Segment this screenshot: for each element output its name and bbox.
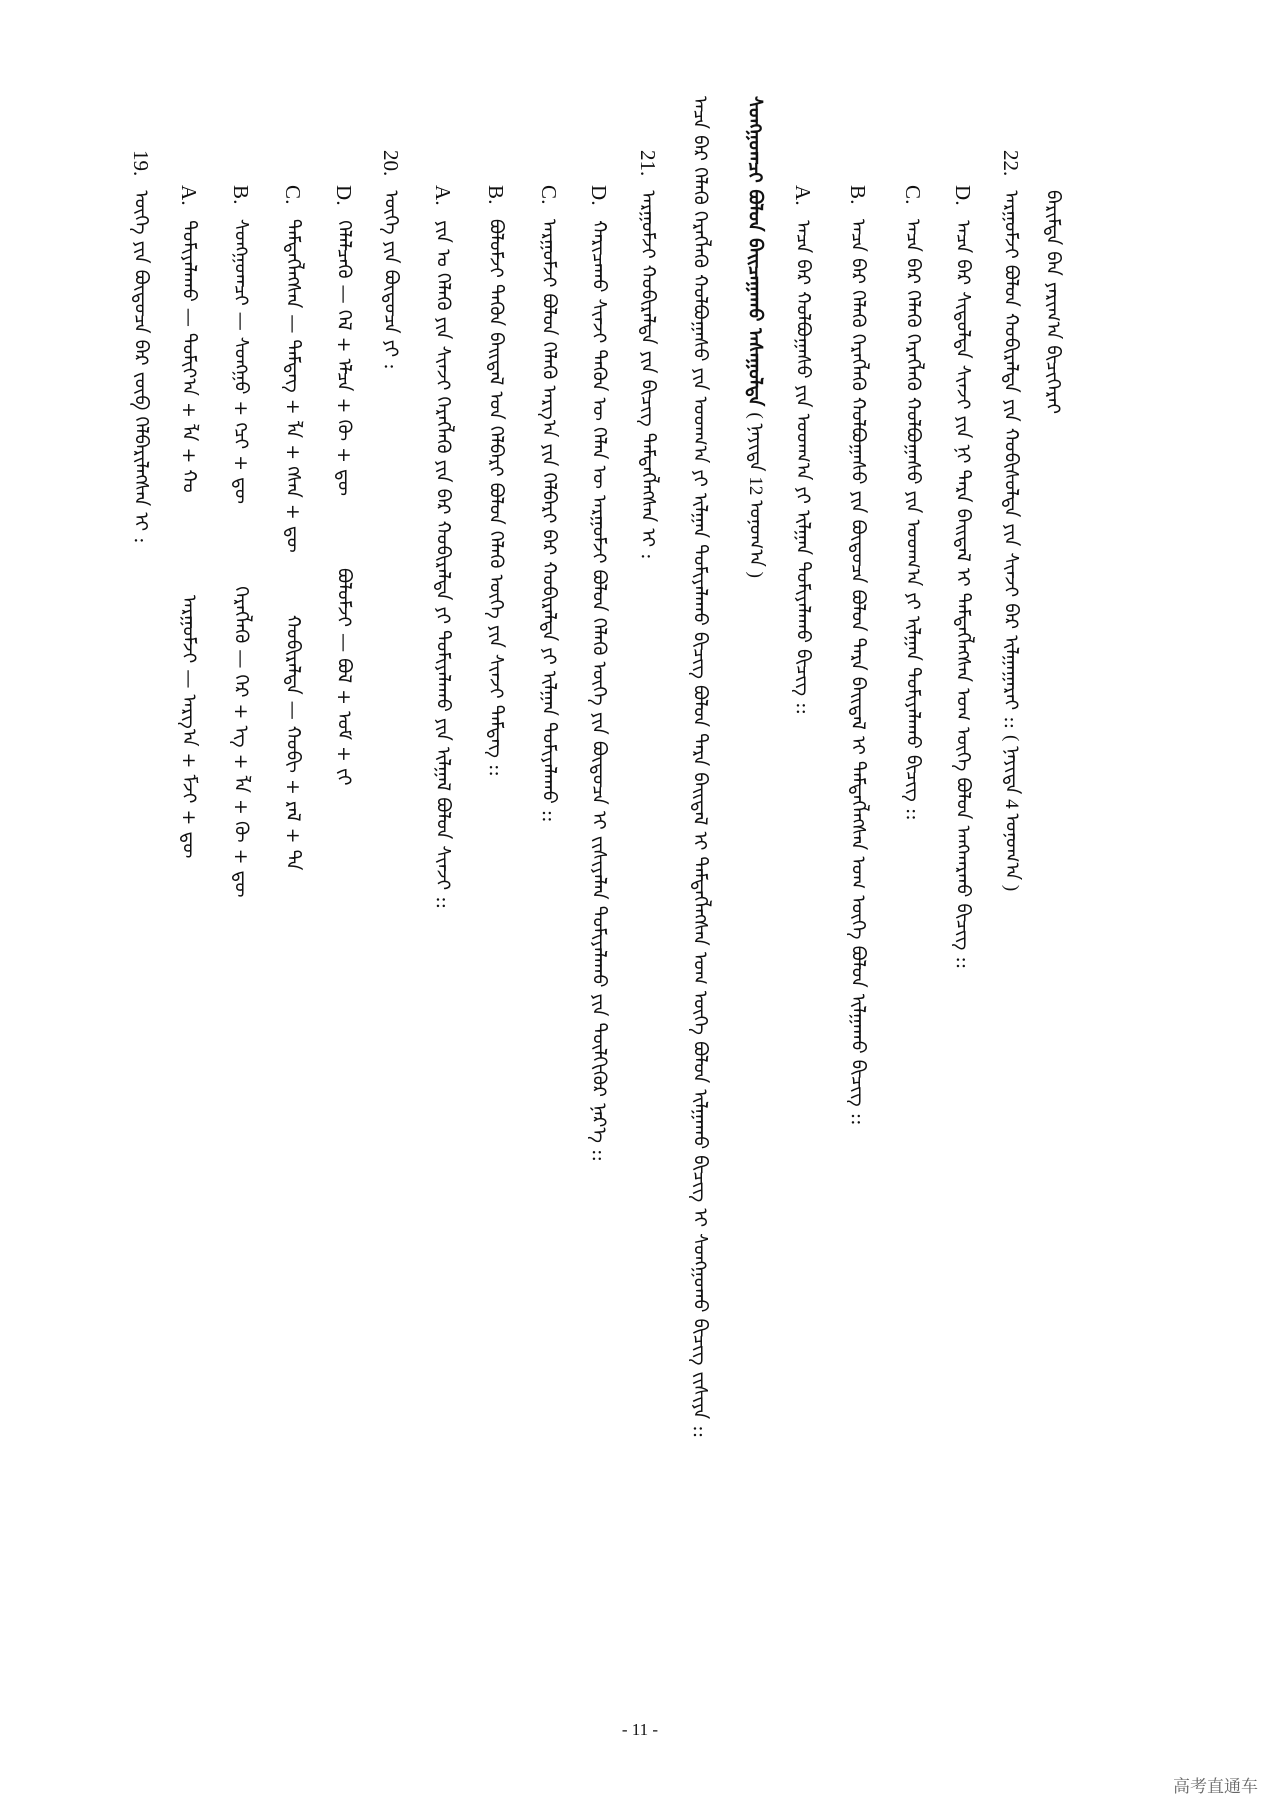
question-number: 22. <box>999 150 1023 177</box>
watermark-text: 高考直通车 <box>1173 1777 1258 1797</box>
text-column <box>1043 190 1062 414</box>
option-letter: A. <box>177 185 201 206</box>
option-text: ᠶᠢᠨ ᠤ ᠬᠡᠯᠡᠬᠦ ᠶᠢᠨ ᠰᠢᠨᠵᠢ ᠬᠡᠷᠡᠭᠯᠡᠬᠦ ᠶᠢᠨ ᠪᠠᠷ ᠬᠣᠪᠢᠷᠠᠯᠲᠠ ᠶᠢ ᠲᠣᠮᠢᠶᠠᠯᠠᠬᠤ ᠶᠢᠨ ᠢᠯᠭᠠᠯ ᠪᠣᠯᠤᠨ ᠰᠢᠨᠵᠢ :: <box>432 220 454 909</box>
option-right-part: ᠬᠣᠪᠢᠷᠠᠯᠲᠠ — ᠬᠣᠪᠢ + ᠷᠠᠯ + ᠲᠠ <box>282 614 304 871</box>
question-number: 21. <box>636 150 660 177</box>
option-letter: C. <box>901 185 925 205</box>
question-21-stem <box>637 150 658 560</box>
option-letter: B. <box>484 185 508 205</box>
option-d <box>588 185 609 1162</box>
text-column <box>690 96 709 1438</box>
page-number: - 11 - <box>621 1720 659 1739</box>
option-letter: D. <box>332 185 356 206</box>
option-text: ᠠᠴᠠ ᠪᠡᠷ ᠬᠣᠯᠪᠣᠭᠠᠰᠤ ᠶᠢᠨ ᠤᠳᠬ᠎ᠠ ᠶᠢ ᠢᠯᠭᠠᠨ ᠲᠣᠮᠢᠶᠠᠯᠠᠬᠤ ᠪᠢᠴᠢᠭ᠌ :: <box>792 220 814 715</box>
question-text: ᠦᠭᠡ ᠶᠢᠨ ᠪᠦᠲᠦᠴᠡ ᠶᠢ : <box>380 190 402 370</box>
option-letter: B. <box>229 185 253 205</box>
option-letter: C. <box>537 185 561 205</box>
score-note: ( ᠨᠡᠶᠢᠲᠡ 4 ᠣᠨᠤᠭ᠎ᠠ ) <box>1001 735 1022 892</box>
question-22-stem <box>1000 150 1021 891</box>
option-left-part: ᠰᠣᠩᠭᠣᠭᠴᠢ — ᠰᠣᠩᠭᠣ + ᠭᠴᠢ + ᠳᠦ <box>230 218 252 505</box>
option-text: ᠠᠷᠭᠤᠮᠵᠢ ᠪᠣᠯᠤᠨ ᠬᠡᠯᠡᠬᠦ ᠠᠷᠭ᠎ᠠ ᠶᠢᠨ ᠬᠡᠯᠪᠡᠷᠢ ᠪᠠᠷ ᠬᠣᠪᠢᠷᠠᠯᠲᠠ ᠶᠢ ᠢᠯᠭᠠᠨ ᠲᠣᠮᠢᠶᠠᠯᠠᠬᠤ :: <box>538 218 560 823</box>
option-letter: D. <box>587 185 611 206</box>
option-a <box>178 185 199 858</box>
option-text: ᠬᠠᠷᠢᠴᠠᠬᠤ ᠰᠢᠨᠵᠢ ᠲᠡᠭᠦᠨ ᠦ ᠬᠡᠯᠡᠨ ᠦ ᠠᠷᠭᠤᠮᠵᠢ ᠪᠣᠯᠤᠨ ᠬᠡᠯᠡᠬᠦ ᠦᠭᠡ ᠶᠢᠨ ᠪᠦᠲᠦᠴᠡ ᠢ ᠵᠢᠱᠢᠶᠡᠯᠡᠨ ᠲᠣᠮᠢᠶᠠᠯᠠᠬᠤ ᠶᠢᠨ ᠲᠦᠯᠬᠢᠭᠦᠷ ᠨᠡᠷ᠎ᠡ :: <box>588 220 610 1162</box>
option-text: ᠠᠴᠠ ᠪᠡᠷ ᠬᠡᠯᠡᠬᠦ ᠬᠡᠷᠡᠭᠯᠡᠬᠦ ᠬᠣᠯᠪᠣᠭᠠᠰᠤ ᠶᠢᠨ ᠤᠳᠬ᠎ᠠ ᠶᠢ ᠢᠯᠭᠠᠨ ᠲᠣᠮᠢᠶᠠᠯᠠᠬᠤ ᠪᠢᠴᠢᠭ᠌ :: <box>902 218 924 821</box>
column-text: ᠪᠠᠷᠢᠮᠲᠠ ᠪᠠᠨ ᠶᠠᠷᠢᠭ᠎ᠠ ᠪᠢᠴᠢᠭᠡᠷᠡᠢ <box>1042 190 1064 415</box>
option-a <box>432 185 453 909</box>
option-b <box>847 185 868 1126</box>
option-d <box>333 185 354 786</box>
option-right-part: ᠪᠣᠯᠤᠮᠵᠢ — ᠪᠣᠯ + ᠤᠮ + ᠵᠢ <box>333 568 355 786</box>
option-letter: C. <box>281 185 305 205</box>
option-c <box>282 185 303 870</box>
section-heading <box>745 96 765 578</box>
option-text: ᠪᠣᠯᠤᠮᠵᠢ ᠲᠡᠭᠦᠨ ᠪᠠᠢᠳᠠᠯ ᠤᠨ ᠬᠡᠯᠪᠡᠷᠢ ᠪᠣᠯᠤᠨ ᠬᠡᠯᠡᠬᠦ ᠦᠭᠡ ᠶᠢᠨ ᠰᠢᠨᠵᠢ ᠲᠡᠮᠳᠡᠭ :: <box>485 218 507 777</box>
question-text: ᠦᠭᠡ ᠶᠢᠨ ᠪᠦᠲᠦᠴᠡ ᠪᠠᠷ ᠵᠦᠪ ᠬᠡᠯᠪᠡᠷᠢᠯᠡᠭᠰᠡᠨ ᠢ : <box>130 190 152 544</box>
question-number: 20. <box>379 150 403 177</box>
question-text: ᠠᠷᠭᠤᠮᠵᠢ ᠬᠣᠪᠢᠷᠠᠯᠲᠠ ᠶᠢᠨ ᠪᠢᠴᠢᠭ᠌ ᠲᠡᠮᠳᠡᠭᠯᠡᠭᠰᠡᠨ ᠢ : <box>637 190 659 560</box>
option-left-part: ᠬᠡᠯᠡᠯᠴᠡᠬᠦ — ᠬᠡᠯ + ᠡᠯᠴᠡ + ᠬᠦ + ᠳᠦ <box>333 220 355 496</box>
option-a <box>792 185 813 715</box>
option-d <box>952 185 973 969</box>
option-letter: A. <box>431 185 455 206</box>
question-20-stem <box>380 150 401 370</box>
score-note: ( ᠨᠡᠶᠢᠲᠡ 12 ᠣᠨᠤᠭ᠎ᠠ ) <box>745 412 766 578</box>
column-text: ᠠᠴᠠ ᠪᠡᠷ ᠬᠡᠯᠡᠬᠦ ᠬᠡᠷᠡᠭᠯᠡᠬᠦ ᠬᠣᠯᠪᠣᠭᠠᠰᠤ ᠶᠢᠨ ᠤᠳᠬ᠎ᠠ ᠶᠢ ᠢᠯᠭᠠᠨ ᠲᠣᠮᠢᠶᠠᠯᠠᠬᠤ ᠪᠢᠴᠢᠭ᠌ ᠪᠣᠯᠤᠨ ᠲᠡᠷᠡ ᠪᠠᠢᠳᠠᠯ ᠢ ᠲᠡᠮᠳᠡᠭᠯᠡᠭᠰᠡᠨ ᠤᠭ ᠦᠭᠡ ᠪᠣᠯᠤᠨ ᠢᠯᠭᠠᠬᠤ ᠪᠢᠴᠢᠭ᠌ ᠢ ᠰᠣᠩᠭᠣᠬᠤ ᠪᠢᠴᠢᠭ᠌ ᠵᠢᠱᠢᠶᠡ :: <box>689 96 711 1439</box>
option-right-part: ᠬᠡᠷᠡᠭᠯᠡᠬᠦ — ᠬᠡᠷ + ᠡᠭ + ᠯᠡ + ᠬᠦ + ᠳᠦ <box>230 586 252 898</box>
option-text: ᠠᠴᠠ ᠪᠡᠷ ᠰᠢᠳᠤᠯᠲᠠ ᠰᠢᠨᠵᠢ ᠶᠢᠨ ᠨᠢ ᠲᠡᠷᠡ ᠪᠠᠢᠳᠠᠯ ᠢ ᠲᠡᠮᠳᠡᠭᠯᠡᠭᠰᠡᠨ ᠤᠭ ᠦᠭᠡ ᠪᠣᠯᠤᠨ ᠠᠩᠬᠠᠷᠬᠤ ᠪᠢᠴᠢᠭ᠌ :: <box>952 220 974 970</box>
option-letter: D. <box>951 185 975 206</box>
option-b <box>485 185 506 777</box>
option-left-part: ᠲᠡᠮᠳᠡᠭᠯᠡᠭᠰᠡᠨ — ᠲᠡᠮᠳᠡᠭ + ᠯᠡ + ᠭᠰᠡᠨ + ᠳᠦ <box>282 218 304 553</box>
option-letter: B. <box>846 185 870 205</box>
option-b <box>230 185 251 897</box>
question-19-stem <box>130 150 151 544</box>
option-right-part: ᠠᠷᠭᠤᠮᠵᠢ — ᠠᠷᠭ᠎ᠠ + ᠮᠵᠢ + ᠳᠦ <box>178 594 200 859</box>
question-text: ᠠᠷᠭᠤᠮᠵᠢ ᠪᠣᠯᠤᠨ ᠬᠣᠪᠢᠷᠠᠯᠲᠠ ᠶᠢᠨ ᠬᠤᠪᠢᠰᠤᠯᠲᠠ ᠶᠢᠨ ᠰᠢᠨᠵᠢ ᠪᠠᠷ ᠢᠯᠭᠠᠭᠠᠷᠠᠢ :: <box>1000 190 1022 729</box>
option-left-part: ᠲᠣᠮᠢᠶᠠᠯᠠᠬᠤ — ᠲᠣᠮᠢᠶ᠎ᠠ + ᠯᠠ + ᠬᠤ <box>178 220 200 493</box>
option-c <box>538 185 559 823</box>
section-title: ᠰᠣᠩᠭᠣᠭᠴᠢ ᠪᠣᠯᠤᠨ ᠪᠠᠢᠴᠠᠭᠠᠬᠤ ᠠᠰᠠᠭᠤᠯᠲᠠ <box>744 96 766 407</box>
option-letter: A. <box>791 185 815 206</box>
option-text: ᠠᠴᠠ ᠪᠡᠷ ᠬᠡᠯᠡᠬᠦ ᠬᠡᠷᠡᠭᠯᠡᠬᠦ ᠬᠣᠯᠪᠣᠭᠠᠰᠤ ᠶᠢᠨ ᠪᠦᠲᠦᠴᠡ ᠪᠣᠯᠤᠨ ᠲᠡᠷᠡ ᠪᠠᠢᠳᠠᠯ ᠢ ᠲᠡᠮᠳᠡᠭᠯᠡᠭᠰᠡᠨ ᠤᠭ ᠦᠭᠡ ᠪᠣᠯᠤᠨ ᠢᠯᠭᠠᠬᠤ ᠪᠢᠴᠢᠭ᠌ :: <box>847 218 869 1126</box>
question-number: 19. <box>129 150 153 177</box>
option-c <box>902 185 923 821</box>
